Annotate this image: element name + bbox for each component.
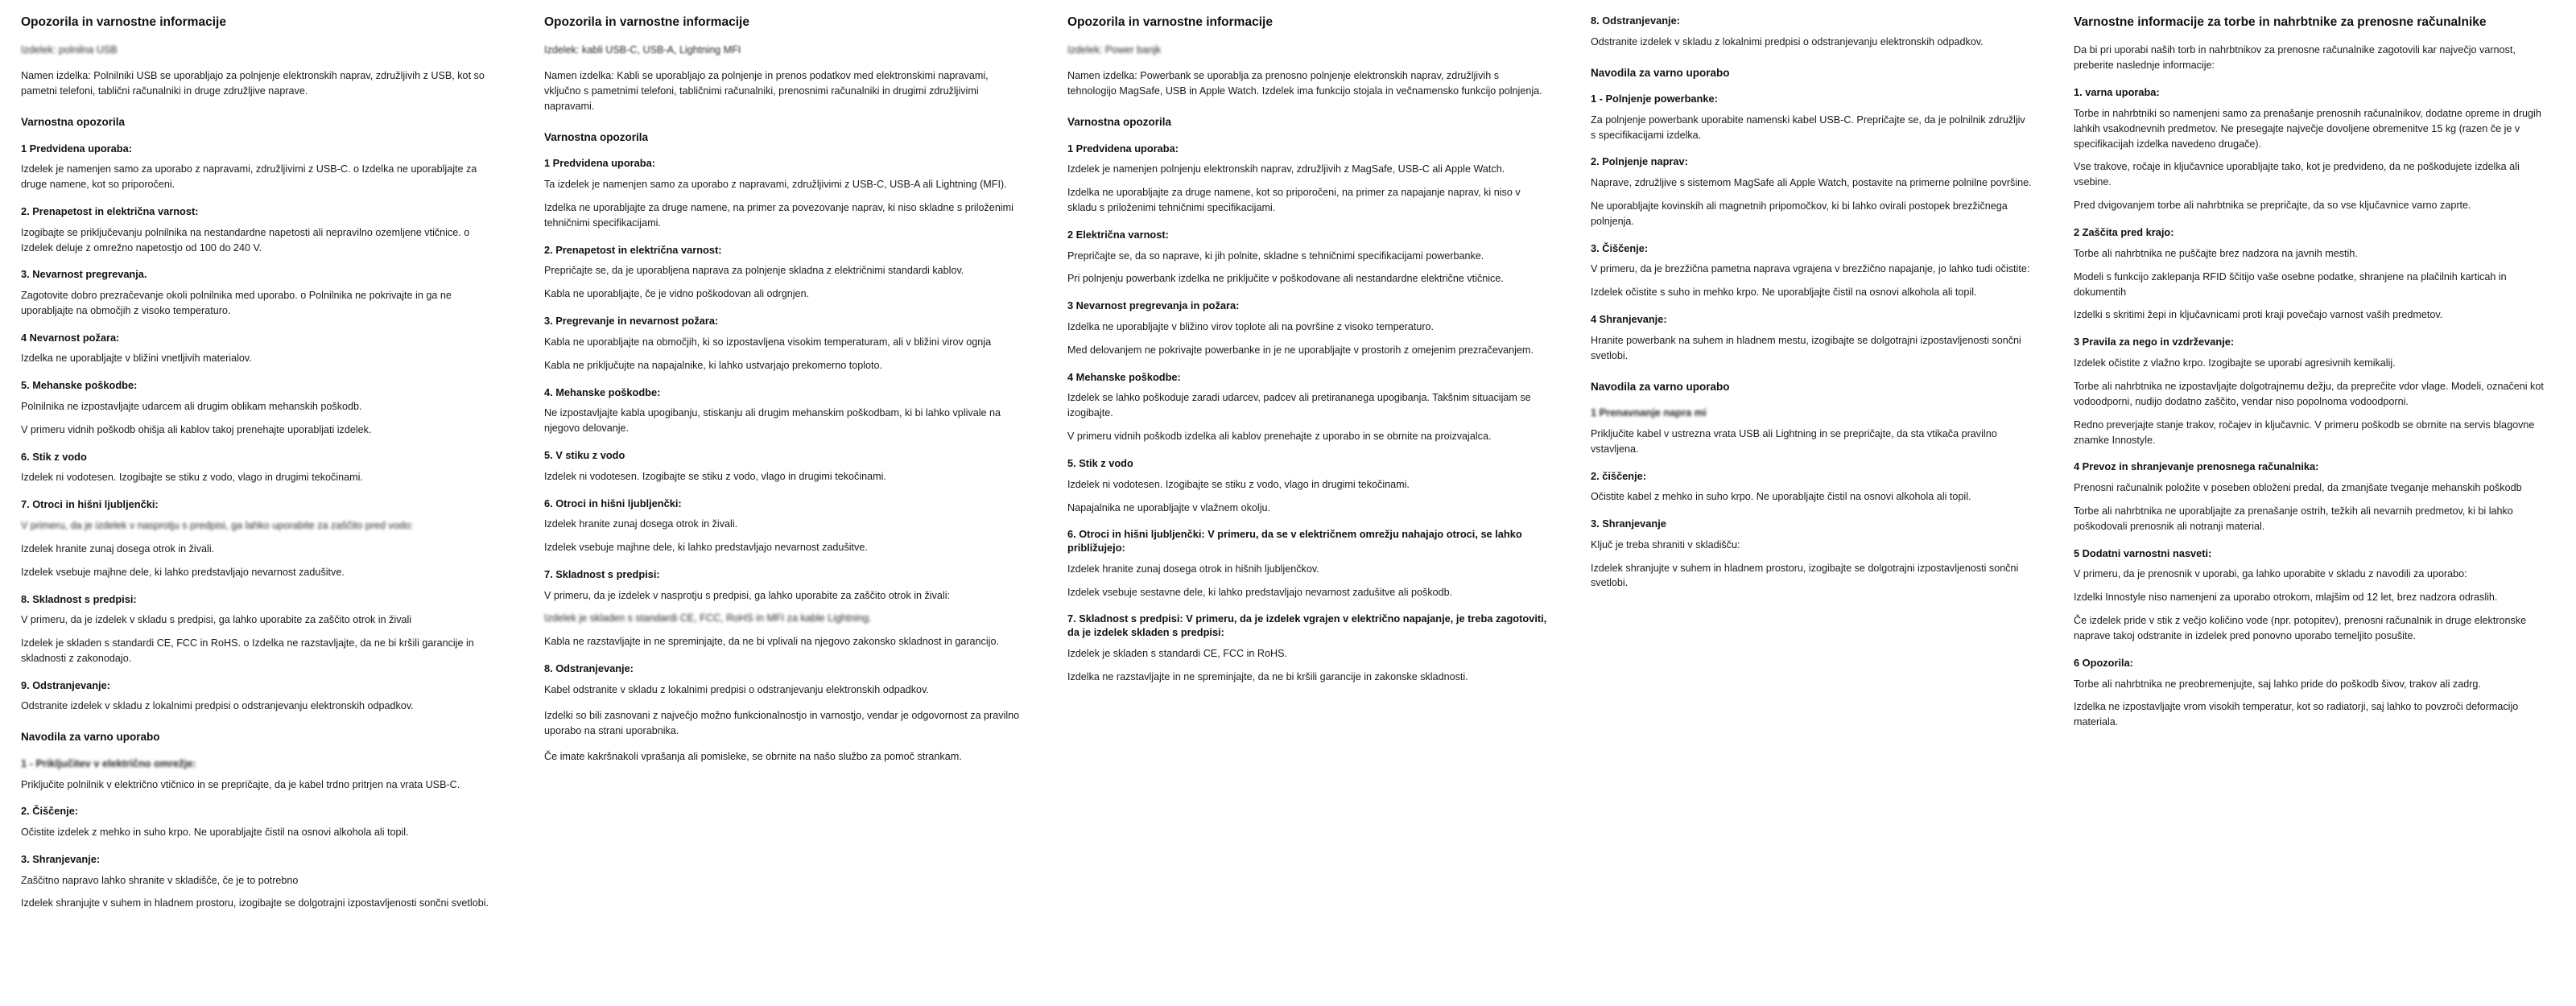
intro-paragraph: Namen izdelka: Kabli se uporabljajo za polnjenje in prenos podatkov med elektronskimi napravami, vključno s pametnimi telefoni, tabličnimi računalniki, prenosnimi računalniki in drugimi združljivimi napravami. (544, 70, 989, 113)
safety-text: Torbe ali nahrbtnika ne preobremenjujte, saj lahko pride do poškodb šivov, trakov ali zadrg. (2074, 678, 2481, 690)
warning-heading: 1 Predvidena uporaba: (544, 157, 655, 170)
usage-heading: 2. Polnjenje naprav: (1591, 155, 1688, 168)
safety-text: Izdelek očistite z vlažno krpo. Izogibajte se uporabi agresivnih kemikalij. (2074, 357, 2396, 369)
safety-heading: 6 Opozorila: (2074, 656, 2133, 669)
warning-heading: 3. Nevarnost pregrevanja. (21, 268, 147, 281)
section-title: Opozorila in varnostne informacije (544, 15, 749, 29)
warning-heading: 7. Otroci in hišni ljubljenčki: (21, 498, 159, 511)
warning-text: Kabla ne uporabljajte na območjih, ki so izpostavljena visokim temperaturam, ali v bližini virov ognja (544, 336, 992, 348)
warning-text: V primeru vidnih poškodb ohišja ali kablov takoj prenehajte uporabljati izdelek. (21, 423, 372, 435)
warning-text: Izdelek je namenjen polnjenju elektronskih naprav, združljivih z MagSafe, USB-C ali Apple Watch. (1067, 163, 1505, 175)
safety-text: Izdelki Innostyle niso namenjeni za uporabo otrokom, mlajšim od 12 let, brez nadzora odraslih. (2074, 592, 2498, 604)
warning-text: Izdelka ne uporabljajte za druge namene, na primer za povezovanje naprav, ki niso skladne s priloženimi tehničnimi specifikacijami. (544, 202, 1013, 229)
safety-heading: 1. varna uporaba: (2074, 86, 2160, 99)
warning-text: Izdelek vsebuje majhne dele, ki lahko predstavljajo nevarnost zadušitve. (21, 566, 345, 578)
warning-text: Izdelka ne razstavljajte in ne spreminjajte, da ne bi kršili garancije in zakonske skladnosti. (1067, 670, 1468, 682)
usage-heading: 3. Shranjevanje (1591, 517, 1666, 530)
warning-text: Izdelek je skladen s standardi CE, FCC in RoHS. o Izdelka ne razstavljajte, da ne bi kršili garancije in skladnosti z zakonodajo. (21, 637, 474, 664)
warning-heading: 2 Električna varnost: (1067, 228, 1169, 241)
warning-heading: 5. V stiku z vodo (544, 449, 625, 461)
intro-paragraph: Namen izdelka: Powerbank se uporablja za prenosno polnjenje elektronskih naprav, združljivih s tehnologijo MagSafe, USB in Apple Watch. Izdelek ima funkcijo stojala in večnamensko funkcijo polnjenja. (1067, 70, 1542, 97)
warning-text: Izdelek hranite zunaj dosega otrok in živali. (544, 518, 738, 530)
warning-text: Ta izdelek je namenjen samo za uporabo z napravami, združljivimi z USB-C, USB-A ali Lightning (MFI). (544, 179, 1007, 191)
warning-text: Kabla ne priključujte na napajalnike, ki lahko ustvarjajo prekomerno toploto. (544, 359, 883, 371)
safety-heading: 4 Prevoz in shranjevanje prenosnega računalnika: (2074, 460, 2319, 473)
warning-text: Kabel odstranite v skladu z lokalnimi predpisi o odstranjevanju elektronskih odpadkov. (544, 683, 929, 695)
warning-text: Izdelek vsebuje majhne dele, ki lahko predstavljajo nevarnost zadušitve. (544, 542, 868, 554)
warning-text: Ne izpostavljajte kabla upogibanju, stiskanju ali drugim mehanskim poškodbam, ki bi lahko vplivale na njegovo delovanje. (544, 407, 1001, 435)
warning-heading: 5. Stik z vodo (1067, 457, 1133, 469)
warning-text: Zagotovite dobro prezračevanje okoli polnilnika med uporabo. o Polnilnika ne pokrivajte in ga ne uporabljajte na območjih z visoko temperaturo. (21, 290, 452, 316)
usage-heading: 2. čiščenje: (1591, 469, 1647, 482)
warning-text: Izdelek je skladen s standardi CE, FCC, RoHS in MFI za kable Lightning. (544, 612, 872, 625)
warning-text: V primeru, da je izdelek v skladu s predpisi, ga lahko uporabite za zaščito otrok in živali (21, 614, 412, 626)
warning-text: Kabla ne uporabljajte, če je vidno poškodovan ali odrgnjen. (544, 288, 810, 300)
warning-text: Izdelka ne uporabljajte v bližino virov toplote ali na površine z visoko temperaturo. (1067, 320, 1435, 332)
warning-text: Polnilnika ne izpostavljajte udarcem ali drugim oblikam mehanskih poškodb. (21, 400, 362, 412)
warning-heading: 6. Otroci in hišni ljubljenčki: (544, 497, 682, 509)
column-usb-c-charger (0, 14, 523, 1006)
usage-text: V primeru, da je brezžična pametna naprava vgrajena v brezžično napajanje, jo lahko tudi očistite: (1591, 263, 2030, 275)
usage-instructions-heading: Navodila za varno uporabo (1591, 66, 1730, 79)
safety-heading: 5 Dodatni varnostni nasveti: (2074, 546, 2212, 559)
warning-heading: 4 Nevarnost požara: (21, 331, 120, 344)
warning-heading: 3. Pregrevanje in nevarnost požara: (544, 315, 719, 328)
safety-heading: 2 Zaščita pred krajo: (2074, 226, 2174, 239)
warning-text: Izdelek ni vodotesen. Izogibajte se stiku z vodo, vlago in drugimi tekočinami. (21, 472, 363, 484)
warning-text: Napajalnika ne uporabljajte v vlažnem okolju. (1067, 501, 1271, 513)
usage-heading: 3. Čiščenje: (1591, 241, 1649, 254)
usage-instructions-heading: Navodila za varno uporabo (21, 731, 160, 744)
usage-text: Izdelek očistite s suho in mehko krpo. Ne uporabljajte čistil na osnovi alkohola ali topil. (1591, 287, 1977, 299)
usage-heading: 4 Shranjevanje: (1591, 313, 1667, 326)
intro-paragraph: Da bi pri uporabi naših torb in nahrbtnikov za prenosne računalnike zagotovili kar največjo varnost, preberite naslednje informacije: (2074, 44, 2516, 72)
safety-text: Prenosni računalnik položite v poseben obloženi predal, da zmanjšate tveganje mehanskih poškodb (2074, 482, 2522, 494)
warning-heading: 8. Odstranjevanje: (1591, 14, 1680, 27)
warning-text: Odstranite izdelek v skladu z lokalnimi predpisi o odstranjevanju elektronskih odpadkov. (21, 700, 414, 712)
column-powerbank (1046, 14, 1570, 1006)
section-title: Opozorila in varnostne informacije (1067, 15, 1273, 29)
warning-text: Med delovanjem ne pokrivajte powerbanke in je ne uporabljajte v prostorih z omejenim prezračevanjem. (1067, 344, 1534, 356)
safety-text: Modeli s funkcijo zaklepanja RFID ščitijo vaše osebne podatke, shranjene na plačilnih karticah in dokumentih (2074, 270, 2507, 298)
usage-text: Očistite izdelek z mehko in suho krpo. Ne uporabljajte čistil na osnovi alkohola ali topil. (21, 827, 409, 839)
column-powerbank-usage (1570, 14, 2053, 1006)
intro-paragraph: Namen izdelka: Polnilniki USB se uporabljajo za polnjenje elektronskih naprav, združljivih z USB, kot so pametni telefoni, tablični računalniki in druge združljive naprave. (21, 70, 485, 97)
usage-text: Hranite powerbank na suhem in hladnem mestu, izogibajte se dolgotrajni izpostavljenosti sončni svetlobi. (1591, 334, 2021, 361)
usage-instructions-heading-2: Navodila za varno uporabo (1591, 380, 1730, 393)
safety-text: Torbe in nahrbtniki so namenjeni samo za prenašanje prenosnih računalnikov, dodatne opreme in drugih lahkih vsakodnevnih predmetov. Ne presegajte največje dovoljene obremenitve 15 kg (razen če je v specifikacijah izdelka navedeno drugače). (2074, 107, 2541, 150)
usage-heading: 3. Shranjevanje: (21, 852, 101, 865)
safety-warnings-heading: Varnostna opozorila (1067, 116, 1172, 129)
safety-text: Torbe ali nahrbtnika ne puščajte brez nadzora na javnih mestih. (2074, 247, 2358, 259)
warning-text: Izdelek ni vodotesen. Izogibajte se stiku z vodo, vlago in drugimi tekočinami. (1067, 478, 1410, 490)
usage-text: Za polnjenje powerbank uporabite namenski kabel USB-C. Prepričajte se, da je polnilnik združljiv s specifikacijami izdelka. (1591, 113, 2025, 141)
warning-text: Izdelek je skladen s standardi CE, FCC in RoHS. (1067, 647, 1287, 659)
usage-text: Priključite kabel v ustrezna vrata USB ali Lightning in se prepričajte, da sta vtikača pravilno vstavljena. (1591, 427, 1997, 455)
warning-heading: 4. Mehanske poškodbe: (544, 385, 661, 398)
usage-heading: 1 - Priključitev v električno omrežje: (21, 757, 196, 769)
usage-text: Izdelek shranjujte v suhem in hladnem prostoru, izogibajte se dolgotrajni izpostavljenosti sončni svetlobi. (21, 897, 489, 909)
safety-text: Vse trakove, ročaje in ključavnice uporabljajte tako, kot je predvideno, da ne poškodujete izdelka ali vsebine. (2074, 161, 2520, 188)
warning-text: Izdelek ni vodotesen. Izogibajte se stiku z vodo, vlago in drugimi tekočinami. (544, 470, 886, 482)
usage-text: Izdelek shranjujte v suhem in hladnem prostoru, izogibajte se dolgotrajni izpostavljenosti sončni svetlobi. (1591, 562, 2019, 589)
warning-heading: 6. Otroci in hišni ljubljenčki: V primeru, da se v električnem omrežju nahajajo otroci, se lahko približujejo: (1067, 528, 1522, 555)
warning-text: Izdelka ne uporabljajte za druge namene, kot so priporočeni, na primer za napajanje naprav, ki niso v skladu s priloženimi tehničnimi specifikacijami. (1067, 187, 1521, 213)
warning-heading: 1 Predvidena uporaba: (1067, 142, 1179, 155)
safety-text: Izdelka ne izpostavljajte vrom visokih temperatur, kot so radiatorji, saj lahko to povzroči deformacijo materiala. (2074, 701, 2519, 728)
warning-text: Izdelek hranite zunaj dosega otrok in živali. (21, 542, 215, 555)
column-bags-backpacks (2053, 14, 2576, 1006)
warning-text: Prepričajte se, da je uporabljena naprava za polnjenje skladna z električnimi standardi kablov. (544, 265, 964, 277)
warning-heading: 2. Prenapetost in električna varnost: (21, 205, 199, 217)
warning-heading: 3 Nevarnost pregrevanja in požara: (1067, 299, 1240, 312)
warning-heading: 1 Predvidena uporaba: (21, 142, 132, 155)
warning-text: Izogibajte se priključevanju polnilnika na nestandardne napetosti ali nepravilno ozemljene vtičnice. o Izdelek deluje z omrežno napetostjo od 100 do 240 V. (21, 226, 470, 254)
warning-text: V primeru vidnih poškodb izdelka ali kablov prenehajte z uporabo in se obrnite na proizvajalca. (1067, 431, 1492, 443)
section-title: Opozorila in varnostne informacije (21, 15, 226, 29)
warning-text: Odstranite izdelek v skladu z lokalnimi predpisi o odstranjevanju elektronskih odpadkov. (1591, 35, 1984, 47)
warning-text: Izdelek hranite zunaj dosega otrok in hišnih ljubljenčkov. (1067, 563, 1319, 575)
warning-text: Kabla ne razstavljajte in ne spreminjajte, da ne bi vplivali na njegovo zakonsko skladnost in garancijo. (544, 636, 999, 648)
product-name-line: Izdelek: kabli USB-C, USB-A, Lightning MFI (544, 44, 741, 56)
usage-heading: 2. Čiščenje: (21, 805, 79, 818)
section-title: Varnostne informacije za torbe in nahrbtnike za prenosne računalnike (2074, 15, 2487, 29)
safety-heading: 3 Pravila za nego in vzdrževanje: (2074, 336, 2235, 348)
warning-text: Izdelka ne uporabljajte v bližini vnetljivih materialov. (21, 353, 252, 365)
product-name-line: Izdelek: polnilna USB (21, 44, 118, 56)
usage-text: Očistite kabel z mehko in suho krpo. Ne uporabljajte čistil na osnovi alkohola ali topil. (1591, 491, 1971, 503)
safety-text: Redno preverjajte stanje trakov, ročajev in ključavnic. V primeru poškodb se obrnite na servis blagovne znamke Innostyle. (2074, 418, 2535, 446)
warning-text: V primeru, da je izdelek v nasprotju s predpisi, ga lahko uporabite za zaščito pred vodo: (21, 519, 414, 531)
warning-heading: 8. Skladnost s predpisi: (21, 592, 137, 605)
warning-heading: 7. Skladnost s predpisi: V primeru, da je izdelek vgrajen v električno napajanje, je treba zagotoviti, da je izdelek skladen s predpisi: (1067, 612, 1547, 639)
usage-heading: 1 - Polnjenje powerbanke: (1591, 93, 1718, 105)
closing-text: Izdelki so bili zasnovani z največjo možno funkcionalnostjo in varnostjo, vendar je odgovornost za pravilno uporabo na strani uporabnika. (544, 709, 1020, 736)
warning-heading: 2. Prenapetost in električna varnost: (544, 243, 722, 256)
safety-text: Pred dvigovanjem torbe ali nahrbtnika se prepričajte, da so vse ključavnice varno zaprte. (2074, 200, 2471, 212)
usage-text: Naprave, združljive s sistemom MagSafe ali Apple Watch, postavite na primerne polnilne površine. (1591, 177, 2032, 189)
support-text: Če imate kakršnakoli vprašanja ali pomisleke, se obrnite na našo službo za pomoč strankam. (544, 750, 962, 762)
safety-warnings-heading: Varnostna opozorila (21, 116, 126, 129)
usage-text: Priključite polnilnik v električno vtičnico in se prepričajte, da je kabel trdno pritrjen na vrata USB-C. (21, 778, 460, 790)
warning-text: Prepričajte se, da so naprave, ki jih polnite, skladne s tehničnimi specifikacijami powerbanke. (1067, 249, 1484, 262)
warning-heading: 5. Mehanske poškodbe: (21, 379, 138, 392)
warning-heading: 8. Odstranjevanje: (544, 662, 634, 675)
safety-text: Izdelki s skritimi žepi in ključavnicami proti kraji povečajo varnost vaših predmetov. (2074, 309, 2443, 321)
usage-text: Zaščitno napravo lahko shranite v skladišče, če je to potrebno (21, 874, 299, 886)
product-name-line: Izdelek: Power banjk (1067, 44, 1162, 56)
warning-heading: 6. Stik z vodo (21, 450, 87, 463)
usage-heading: 1 Prenavnanje napra mi (1591, 406, 1707, 419)
warning-heading: 4 Mehanske poškodbe: (1067, 370, 1181, 383)
usage-text: Ključ je treba shraniti v skladišču: (1591, 538, 1740, 550)
warning-text: Izdelek je namenjen samo za uporabo z napravami, združljivimi z USB-C. o Izdelka ne uporabljajte za druge namene, kot so priporočeni. (21, 163, 477, 191)
usage-text: Ne uporabljajte kovinskih ali magnetnih pripomočkov, ki bi lahko ovirali postopek brezžičnega polnjenja. (1591, 200, 2008, 227)
warning-text: V primeru, da je izdelek v nasprotju s predpisi, ga lahko uporabite za zaščito otrok in živali: (544, 589, 951, 601)
safety-text: V primeru, da je prenosnik v uporabi, ga lahko uporabite v skladu z navodili za uporabo: (2074, 568, 2467, 580)
safety-text: Torbe ali nahrbtnika ne izpostavljajte dolgotrajnemu dežju, da preprečite vdor vlage. Modeli, označeni kot vodoodporni, nudijo dodatno zaščito, vendar niso popolnoma vodoodporni. (2074, 380, 2544, 407)
warning-heading: 7. Skladnost s predpisi: (544, 567, 660, 580)
safety-warnings-heading: Varnostna opozorila (544, 130, 649, 143)
safety-text: Torbe ali nahrbtnika ne uporabljajte za prenašanje ostrih, težkih ali nevarnih predmetov, ki bi lahko poškodovali prenosnik ali notranji material. (2074, 505, 2513, 532)
column-cables (523, 14, 1046, 1006)
safety-text: Če izdelek pride v stik z večjo količino vode (npr. potopitev), prenosni računalnik in druge elektronske naprave takoj odstranite in izdelek pred ponovno uporabo temeljito posušite. (2074, 615, 2527, 641)
warning-text: Izdelek se lahko poškoduje zaradi udarcev, padcev ali pretirananega upogibanja. Takšnim situacijam se izogibajte. (1067, 392, 1531, 419)
warning-text: Pri polnjenju powerbank izdelka ne priključite v poškodovane ali nestandardne električne vtičnice. (1067, 273, 1504, 285)
warning-text: Izdelek vsebuje sestavne dele, ki lahko predstavljajo nevarnost zadušitve ali poškodb. (1067, 586, 1453, 598)
warning-heading: 9. Odstranjevanje: (21, 678, 110, 691)
